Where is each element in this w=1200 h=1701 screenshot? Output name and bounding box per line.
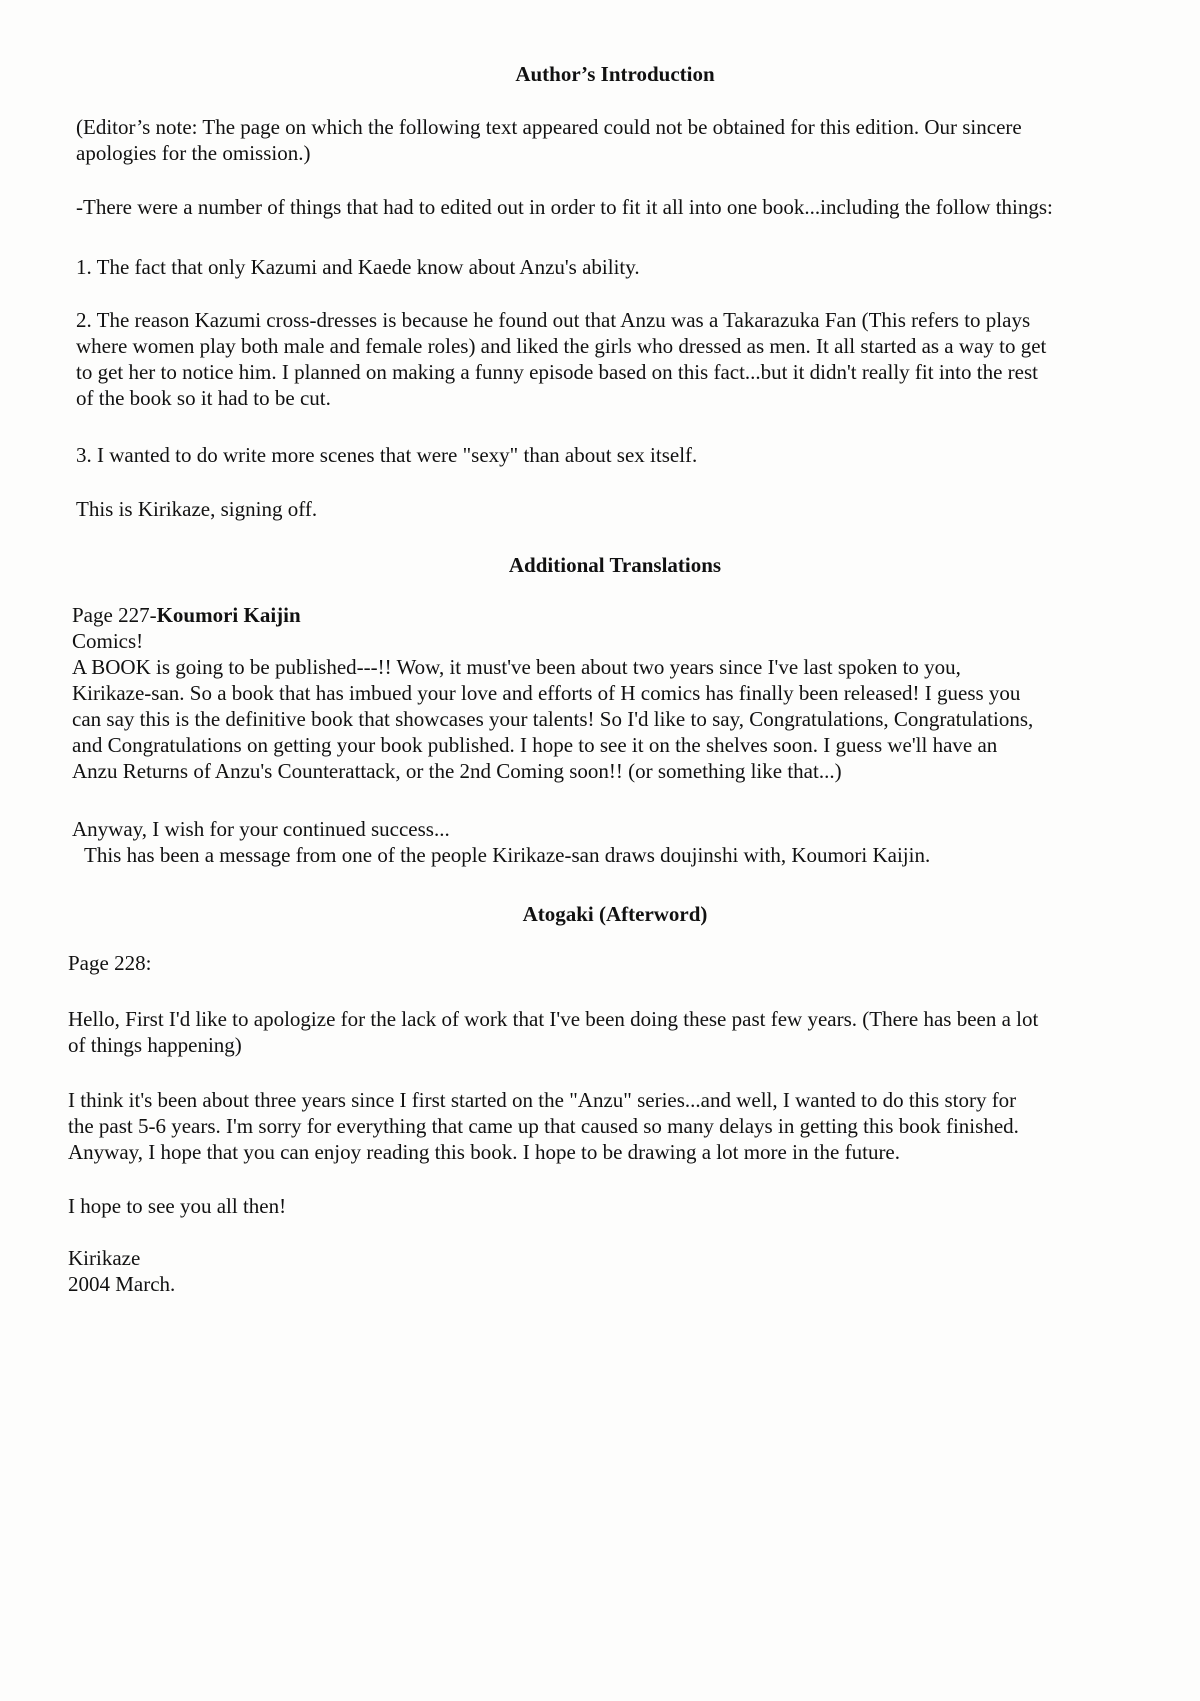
edited-out-paragraph — [76, 194, 1053, 220]
list-item-text: 3. I wanted to do write more scenes that were "sexy" than about sex itself. — [76, 443, 698, 467]
afterword-paragraph-3 — [68, 1193, 286, 1219]
paragraph-line: Hello, First I'd like to apologize for the lack of work that I've been doing these past few years. (There has been a lot — [68, 1007, 1039, 1031]
list-item-line: 2. The reason Kazumi cross-dresses is because he found out that Anzu was a Takarazuka Fan (This refers to plays — [76, 308, 1031, 332]
list-item-text: 1. The fact that only Kazumi and Kaede know about Anzu's ability. — [76, 255, 640, 279]
signoff — [76, 496, 317, 522]
editor-note-line: apologies for the omission.) — [76, 141, 311, 165]
paragraph-line: I think it's been about three years since I first started on the "Anzu" series...and well, I wanted to do this story for — [68, 1088, 1017, 1112]
message-line: Kirikaze-san. So a book that has imbued your love and efforts of H comics has finally been released! I guess you — [72, 681, 1021, 705]
paragraph-line: of things happening) — [68, 1033, 242, 1057]
page-ref-line — [72, 602, 1033, 628]
page-228-ref — [68, 950, 151, 976]
message-line: and Congratulations on getting your book published. I hope to see it on the shelves soon. I guess we'll have an — [72, 733, 998, 757]
list-item-line: where women play both male and female roles) and liked the girls who dressed as men. It all started as a way to get — [76, 334, 1047, 358]
message-line: Anzu Returns of Anzu's Counterattack, or the 2nd Coming soon!! (or something like that...) — [72, 759, 842, 783]
signature-block — [68, 1245, 175, 1297]
afterword-paragraph-1 — [68, 1006, 1038, 1058]
section-heading-afterword: Atogaki (Afterword) — [522, 902, 708, 926]
list-item-line: of the book so it had to be cut. — [76, 386, 331, 410]
list-item-2 — [76, 307, 1046, 411]
message-line: can say this is the definitive book that showcases your talents! So I'd like to say, Congratulations, Congratulations, — [72, 707, 1034, 731]
list-item-1 — [76, 254, 640, 280]
section-heading-additional-translations: Additional Translations — [508, 553, 722, 577]
edited-out-line: -There were a number of things that had to edited out in order to fit it all into one book...including the follow things: — [76, 195, 1053, 219]
paragraph-line: the past 5-6 years. I'm sorry for everything that came up that caused so many delays in getting this book finished. — [68, 1114, 1019, 1138]
signature-date: 2004 March. — [68, 1272, 176, 1296]
from-line: This has been a message from one of the people Kirikaze-san draws doujinshi with, Koumori Kaijin. — [84, 843, 931, 867]
list-item-line: to get her to notice him. I planned on making a funny episode based on this fact...but it didn't really fit into the rest — [76, 360, 1038, 384]
editor-note — [76, 114, 1022, 166]
editor-note-line: (Editor’s note: The page on which the following text appeared could not be obtained for this edition. Our sincere — [76, 115, 1022, 139]
message-line: A BOOK is going to be published---!! Wow, it must've been about two years since I've last spoken to you, — [72, 655, 961, 679]
page-227-block — [72, 602, 1033, 784]
list-item-3 — [76, 442, 697, 468]
page-ref: Page 227- — [72, 603, 157, 627]
afterword-paragraph-2 — [68, 1087, 1019, 1165]
section-heading-author-intro: Author’s Introduction — [515, 62, 715, 86]
wish-line: Anyway, I wish for your continued success... — [72, 817, 450, 841]
paragraph-line: I hope to see you all then! — [68, 1194, 287, 1218]
paragraph-line: Anyway, I hope that you can enjoy reading this book. I hope to be drawing a lot more in the future. — [68, 1140, 901, 1164]
page-ref: Page 228: — [68, 951, 152, 975]
comics-line: Comics! — [72, 629, 144, 653]
signature-name: Kirikaze — [68, 1246, 141, 1270]
wish-block — [72, 816, 930, 868]
signoff-text: This is Kirikaze, signing off. — [76, 497, 318, 521]
page-ref-name: Koumori Kaijin — [156, 603, 301, 627]
